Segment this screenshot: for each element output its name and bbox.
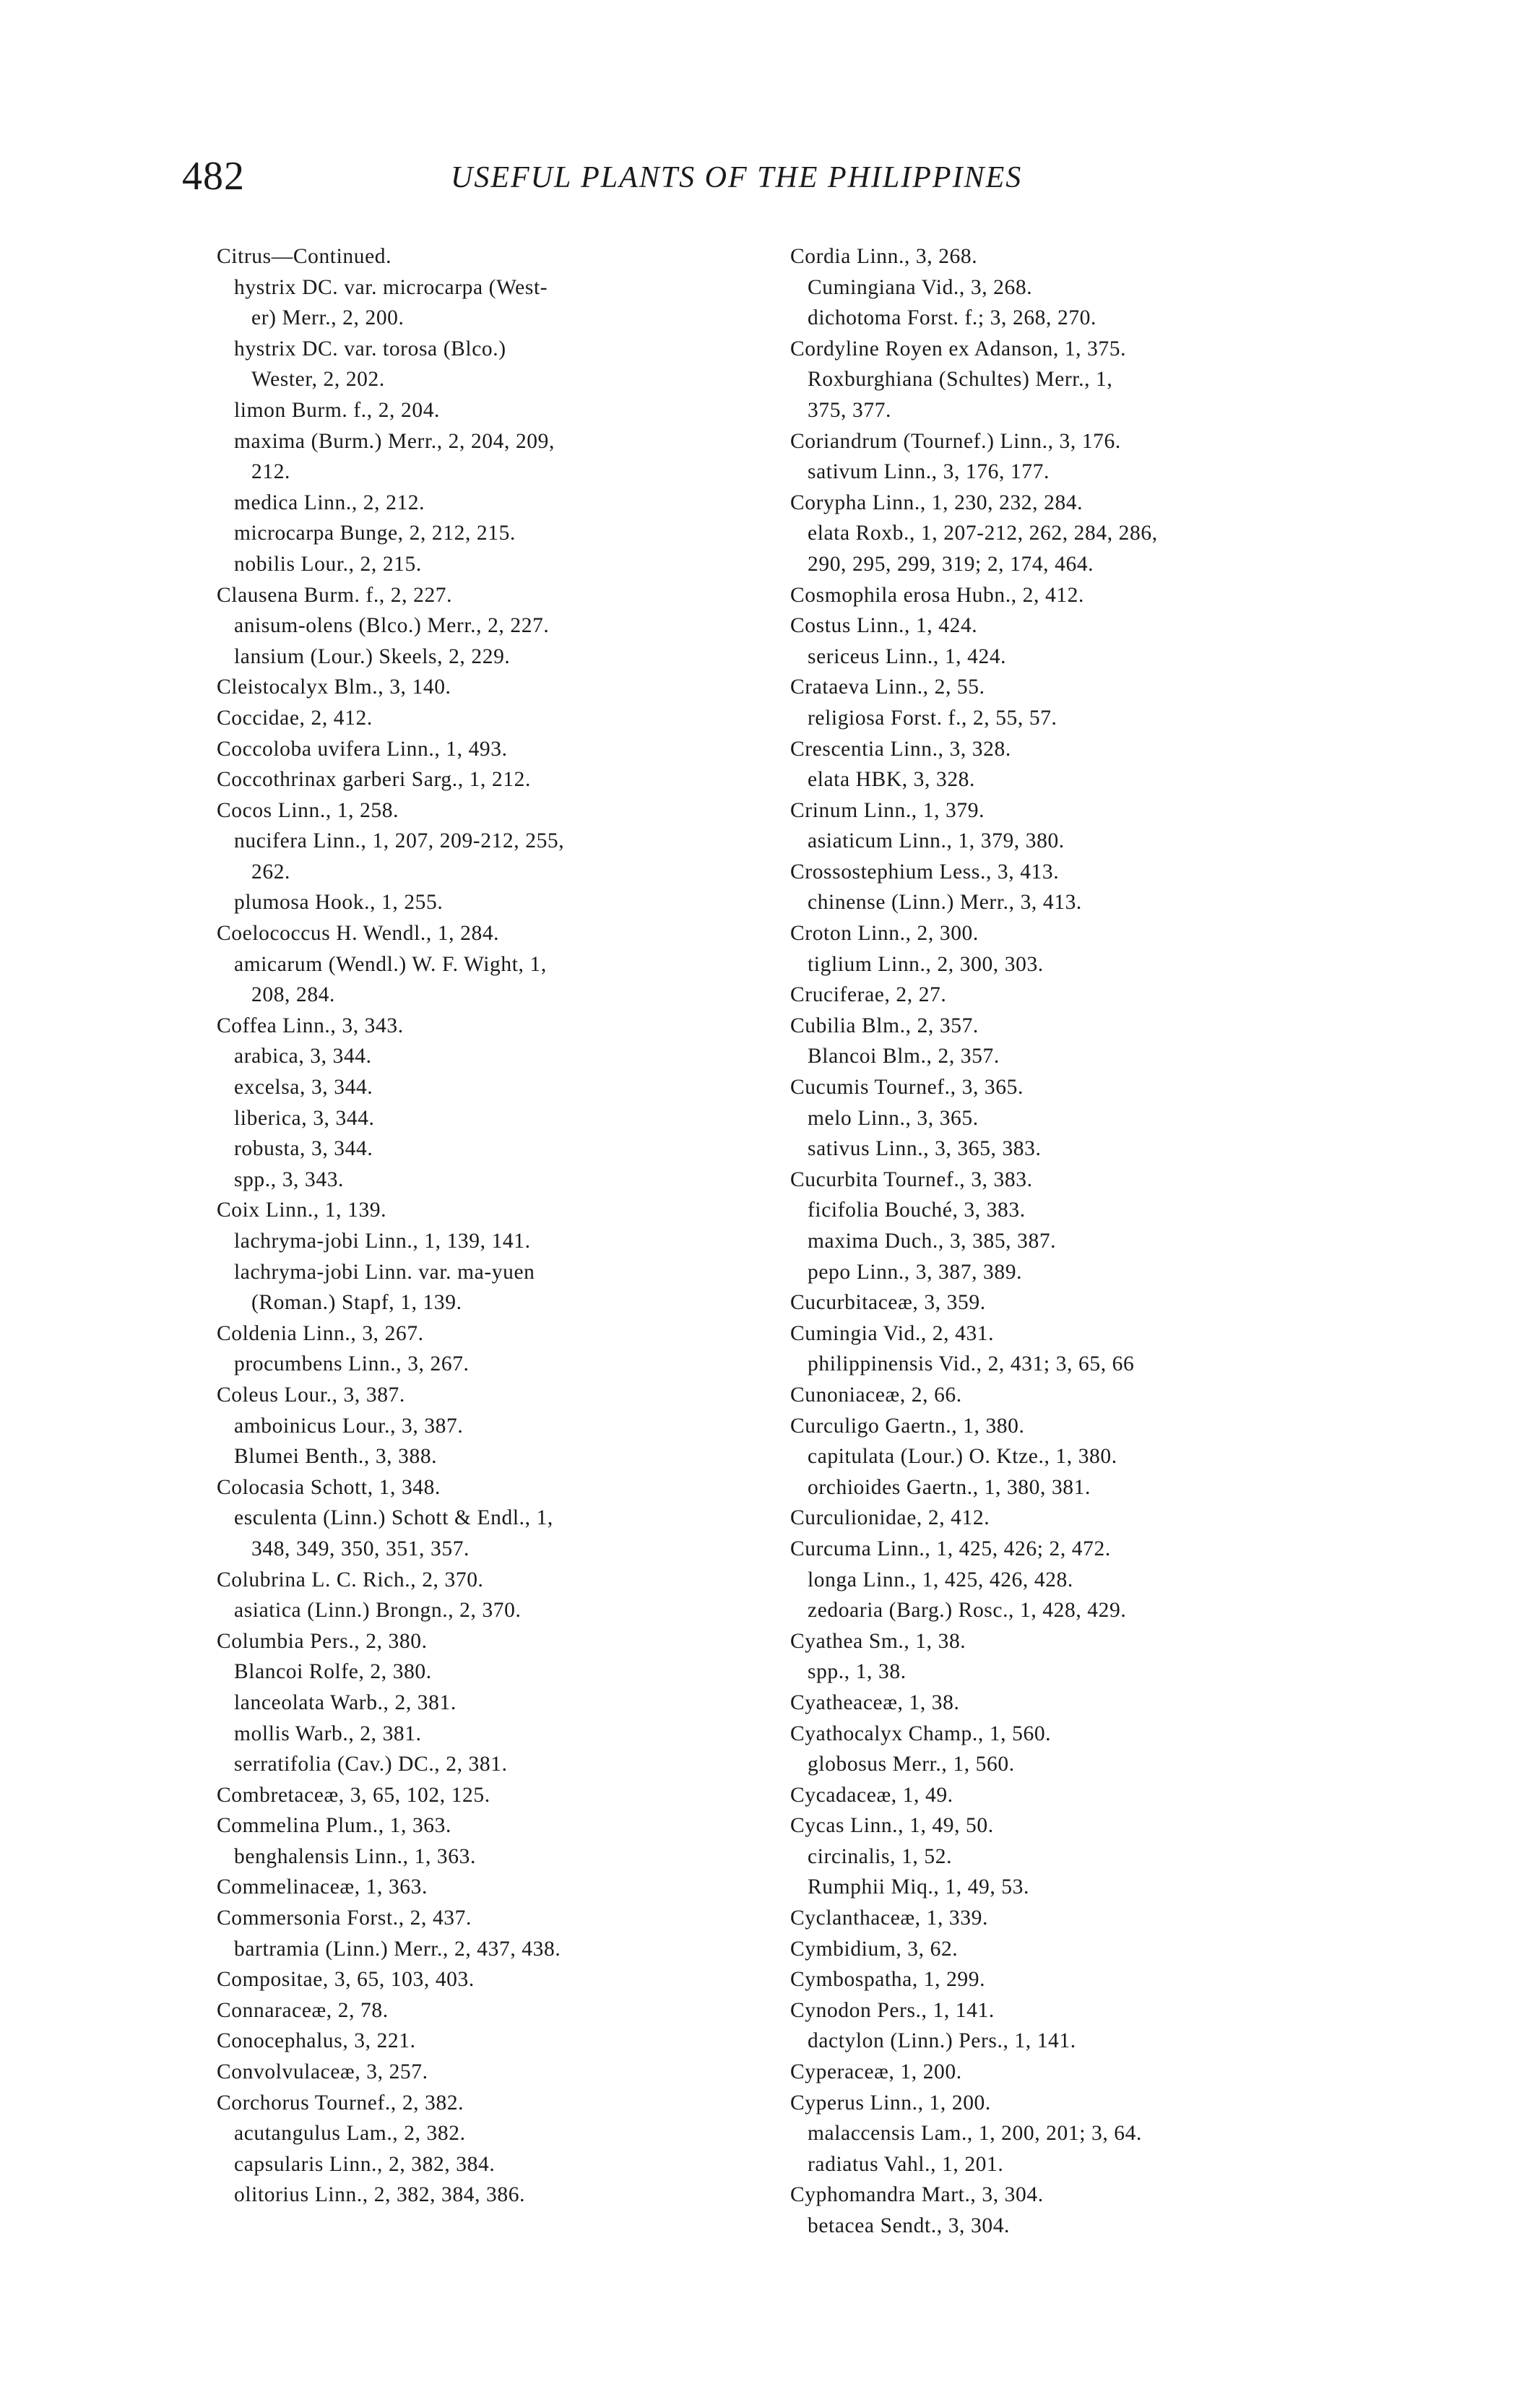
index-entry: capsularis Linn., 2, 382, 384. <box>234 2152 496 2176</box>
index-entry: radiatus Vahl., 1, 201. <box>808 2152 1004 2176</box>
index-entry: Commersonia Forst., 2, 437. <box>217 1906 472 1930</box>
index-entry: Cyperaceæ, 1, 200. <box>790 2060 962 2084</box>
index-entry: Blumei Benth., 3, 388. <box>234 1445 438 1469</box>
index-entry: Cymbidium, 3, 62. <box>790 1937 959 1961</box>
index-entry: Cocos Linn., 1, 258. <box>217 798 399 822</box>
index-entry: Combretaceæ, 3, 65, 102, 125. <box>217 1783 490 1807</box>
index-entry: Rumphii Miq., 1, 49, 53. <box>808 1875 1029 1899</box>
index-entry: mollis Warb., 2, 381. <box>234 1722 422 1745</box>
index-entry: Roxburghiana (Schultes) Merr., 1, <box>808 368 1113 392</box>
index-entry: excelsa, 3, 344. <box>234 1076 373 1100</box>
index-entry: Cruciferae, 2, 27. <box>790 983 947 1007</box>
index-entry: Coccoloba uvifera Linn., 1, 493. <box>217 737 508 761</box>
index-entry: Connaraceæ, 2, 78. <box>217 1998 389 2022</box>
index-entry: Cordyline Royen ex Adanson, 1, 375. <box>790 337 1127 360</box>
index-entry: Conocephalus, 3, 221. <box>217 2029 416 2053</box>
index-entry: 290, 295, 299, 319; 2, 174, 464. <box>808 552 1094 576</box>
index-entry: spp., 1, 38. <box>808 1660 907 1684</box>
index-entry: amboinicus Lour., 3, 387. <box>234 1414 464 1438</box>
index-entry: 212. <box>251 460 291 484</box>
index-entry: Corchorus Tournef., 2, 382. <box>217 2091 464 2115</box>
index-entry: Curculionidae, 2, 412. <box>790 1506 990 1530</box>
index-entry: Colocasia Schott, 1, 348. <box>217 1475 441 1499</box>
index-entry: bartramia (Linn.) Merr., 2, 437, 438. <box>234 1937 561 1961</box>
index-entry: hystrix DC. var. torosa (Blco.) <box>234 337 506 360</box>
index-entry: arabica, 3, 344. <box>234 1045 372 1068</box>
index-entry: globosus Merr., 1, 560. <box>808 1753 1015 1776</box>
index-entry: elata Roxb., 1, 207-212, 262, 284, 286, <box>808 522 1158 545</box>
index-entry: Compositae, 3, 65, 103, 403. <box>217 1968 475 1992</box>
index-entry: Convolvulaceæ, 3, 257. <box>217 2060 428 2084</box>
index-entry: Cordia Linn., 3, 268. <box>790 245 978 268</box>
index-entry: Cyatheaceæ, 1, 38. <box>790 1690 960 1714</box>
index-entry: ficifolia Bouché, 3, 383. <box>808 1199 1026 1222</box>
index-entry: dactylon (Linn.) Pers., 1, 141. <box>808 2029 1076 2053</box>
index-entry: Colubrina L. C. Rich., 2, 370. <box>217 1568 484 1592</box>
index-entry: Costus Linn., 1, 424. <box>790 614 978 638</box>
index-entry: capitulata (Lour.) O. Ktze., 1, 380. <box>808 1445 1117 1469</box>
index-entry: 375, 377. <box>808 398 892 422</box>
index-entry: acutangulus Lam., 2, 382. <box>234 2122 466 2146</box>
running-title: USEFUL PLANTS OF THE PHILIPPINES <box>451 161 1023 194</box>
index-entry: Cycadaceæ, 1, 49. <box>790 1783 953 1807</box>
page-number: 482 <box>182 154 245 199</box>
index-entry: chinense (Linn.) Merr., 3, 413. <box>808 891 1082 915</box>
index-entry: Cucurbitaceæ, 3, 359. <box>790 1291 986 1315</box>
index-entry: benghalensis Linn., 1, 363. <box>234 1844 476 1868</box>
index-entry: Cucurbita Tournef., 3, 383. <box>790 1167 1033 1191</box>
index-entry: serratifolia (Cav.) DC., 2, 381. <box>234 1753 508 1776</box>
index-entry: esculenta (Linn.) Schott & Endl., 1, <box>234 1506 553 1530</box>
index-entry: betacea Sendt., 3, 304. <box>808 2214 1011 2237</box>
index-entry: Cyphomandra Mart., 3, 304. <box>790 2183 1044 2207</box>
index-entry: Curcuma Linn., 1, 425, 426; 2, 472. <box>790 1537 1111 1560</box>
index-entry: lanceolata Warb., 2, 381. <box>234 1690 457 1714</box>
index-entry: medica Linn., 2, 212. <box>234 491 425 514</box>
index-entry: 348, 349, 350, 351, 357. <box>251 1537 470 1560</box>
index-entry: spp., 3, 343. <box>234 1167 345 1191</box>
index-entry: melo Linn., 3, 365. <box>808 1106 979 1130</box>
index-entry: Commelinaceæ, 1, 363. <box>217 1875 428 1899</box>
index-entry: sativum Linn., 3, 176, 177. <box>808 460 1050 484</box>
index-entry: Crataeva Linn., 2, 55. <box>790 675 985 699</box>
index-entry: Cumingia Vid., 2, 431. <box>790 1321 995 1345</box>
index-entry: Cyperus Linn., 1, 200. <box>790 2091 991 2115</box>
index-entry: olitorius Linn., 2, 382, 384, 386. <box>234 2183 526 2207</box>
index-entry: Curculigo Gaertn., 1, 380. <box>790 1414 1025 1438</box>
index-entry: hystrix DC. var. microcarpa (West- <box>234 275 548 299</box>
index-entry: pepo Linn., 3, 387, 389. <box>808 1260 1023 1284</box>
index-entry: Coffea Linn., 3, 343. <box>217 1014 404 1037</box>
index-entry: Coleus Lour., 3, 387. <box>217 1383 405 1407</box>
index-entry: Cyathocalyx Champ., 1, 560. <box>790 1722 1052 1745</box>
index-entry: Coldenia Linn., 3, 267. <box>217 1321 424 1345</box>
index-entry: Crinum Linn., 1, 379. <box>790 798 985 822</box>
index-entry: procumbens Linn., 3, 267. <box>234 1352 470 1376</box>
index-entry: Blancoi Rolfe, 2, 380. <box>234 1660 432 1684</box>
index-entry: dichotoma Forst. f.; 3, 268, 270. <box>808 306 1097 330</box>
index-entry: Coix Linn., 1, 139. <box>217 1199 387 1222</box>
index-entry: asiatica (Linn.) Brongn., 2, 370. <box>234 1599 522 1623</box>
index-entry: liberica, 3, 344. <box>234 1106 375 1130</box>
index-entry: Cumingiana Vid., 3, 268. <box>808 275 1033 299</box>
index-entry: Wester, 2, 202. <box>251 368 385 392</box>
index-entry: Blancoi Blm., 2, 357. <box>808 1045 1000 1068</box>
index-entry: longa Linn., 1, 425, 426, 428. <box>808 1568 1073 1592</box>
index-entry: Corypha Linn., 1, 230, 232, 284. <box>790 491 1083 514</box>
index-entry: Cycas Linn., 1, 49, 50. <box>790 1814 994 1838</box>
index-entry: Crossostephium Less., 3, 413. <box>790 860 1060 884</box>
index-entry: Cosmophila erosa Hubn., 2, 412. <box>790 583 1084 607</box>
index-entry: elata HBK, 3, 328. <box>808 768 976 792</box>
index-entry: maxima Duch., 3, 385, 387. <box>808 1230 1057 1253</box>
index-entry: Clausena Burm. f., 2, 227. <box>217 583 453 607</box>
index-column-right <box>790 241 1368 2242</box>
index-entry: zedoaria (Barg.) Rosc., 1, 428, 429. <box>808 1599 1127 1623</box>
index-entry: nobilis Lour., 2, 215. <box>234 552 422 576</box>
index-entry: Cymbospatha, 1, 299. <box>790 1968 986 1992</box>
index-entry: lachryma-jobi Linn., 1, 139, 141. <box>234 1230 531 1253</box>
index-entry: 262. <box>251 860 291 884</box>
index-entry: tiglium Linn., 2, 300, 303. <box>808 952 1044 976</box>
index-entry: microcarpa Bunge, 2, 212, 215. <box>234 522 516 545</box>
index-entry: Cyathea Sm., 1, 38. <box>790 1629 966 1653</box>
index-entry: er) Merr., 2, 200. <box>251 306 405 330</box>
index-entry: plumosa Hook., 1, 255. <box>234 891 444 915</box>
index-entry: Croton Linn., 2, 300. <box>790 922 979 946</box>
index-entry: Coelococcus H. Wendl., 1, 284. <box>217 922 500 946</box>
index-entry: sativus Linn., 3, 365, 383. <box>808 1137 1042 1161</box>
index-entry: anisum-olens (Blco.) Merr., 2, 227. <box>234 614 550 638</box>
index-entry: Coriandrum (Tournef.) Linn., 3, 176. <box>790 429 1121 453</box>
index-entry: Citrus—Continued. <box>217 245 392 268</box>
index-entry: Cynodon Pers., 1, 141. <box>790 1998 995 2022</box>
index-entry: Coccothrinax garberi Sarg., 1, 212. <box>217 768 531 792</box>
index-entry: Cleistocalyx Blm., 3, 140. <box>217 675 451 699</box>
index-entry: 208, 284. <box>251 983 336 1007</box>
index-entry: Cunoniaceæ, 2, 66. <box>790 1383 962 1407</box>
index-entry: amicarum (Wendl.) W. F. Wight, 1, <box>234 952 547 976</box>
index-entry: (Roman.) Stapf, 1, 139. <box>251 1291 462 1315</box>
index-entry: Coccidae, 2, 412. <box>217 706 373 730</box>
index-entry: maxima (Burm.) Merr., 2, 204, 209, <box>234 429 555 453</box>
page-header <box>182 153 1367 211</box>
index-column-left <box>217 241 795 2211</box>
index-entry: Cubilia Blm., 2, 357. <box>790 1014 979 1037</box>
index-entry: limon Burm. f., 2, 204. <box>234 398 441 422</box>
index-entry: Columbia Pers., 2, 380. <box>217 1629 428 1653</box>
index-entry: orchioides Gaertn., 1, 380, 381. <box>808 1475 1091 1499</box>
index-entry: nucifera Linn., 1, 207, 209-212, 255, <box>234 829 565 853</box>
index-entry: asiaticum Linn., 1, 379, 380. <box>808 829 1065 853</box>
index-entry: Crescentia Linn., 3, 328. <box>790 737 1011 761</box>
index-entry: sericeus Linn., 1, 424. <box>808 644 1007 668</box>
index-entry: philippinensis Vid., 2, 431; 3, 65, 66 <box>808 1352 1135 1376</box>
index-entry: Commelina Plum., 1, 363. <box>217 1814 451 1838</box>
index-entry: Cucumis Tournef., 3, 365. <box>790 1076 1024 1100</box>
index-entry: lachryma-jobi Linn. var. ma-yuen <box>234 1260 535 1284</box>
index-entry: religiosa Forst. f., 2, 55, 57. <box>808 706 1057 730</box>
index-entry: malaccensis Lam., 1, 200, 201; 3, 64. <box>808 2122 1142 2146</box>
index-entry: Cyclanthaceæ, 1, 339. <box>790 1906 988 1930</box>
index-entry: robusta, 3, 344. <box>234 1137 373 1161</box>
index-entry: circinalis, 1, 52. <box>808 1844 953 1868</box>
index-entry: lansium (Lour.) Skeels, 2, 229. <box>234 644 511 668</box>
